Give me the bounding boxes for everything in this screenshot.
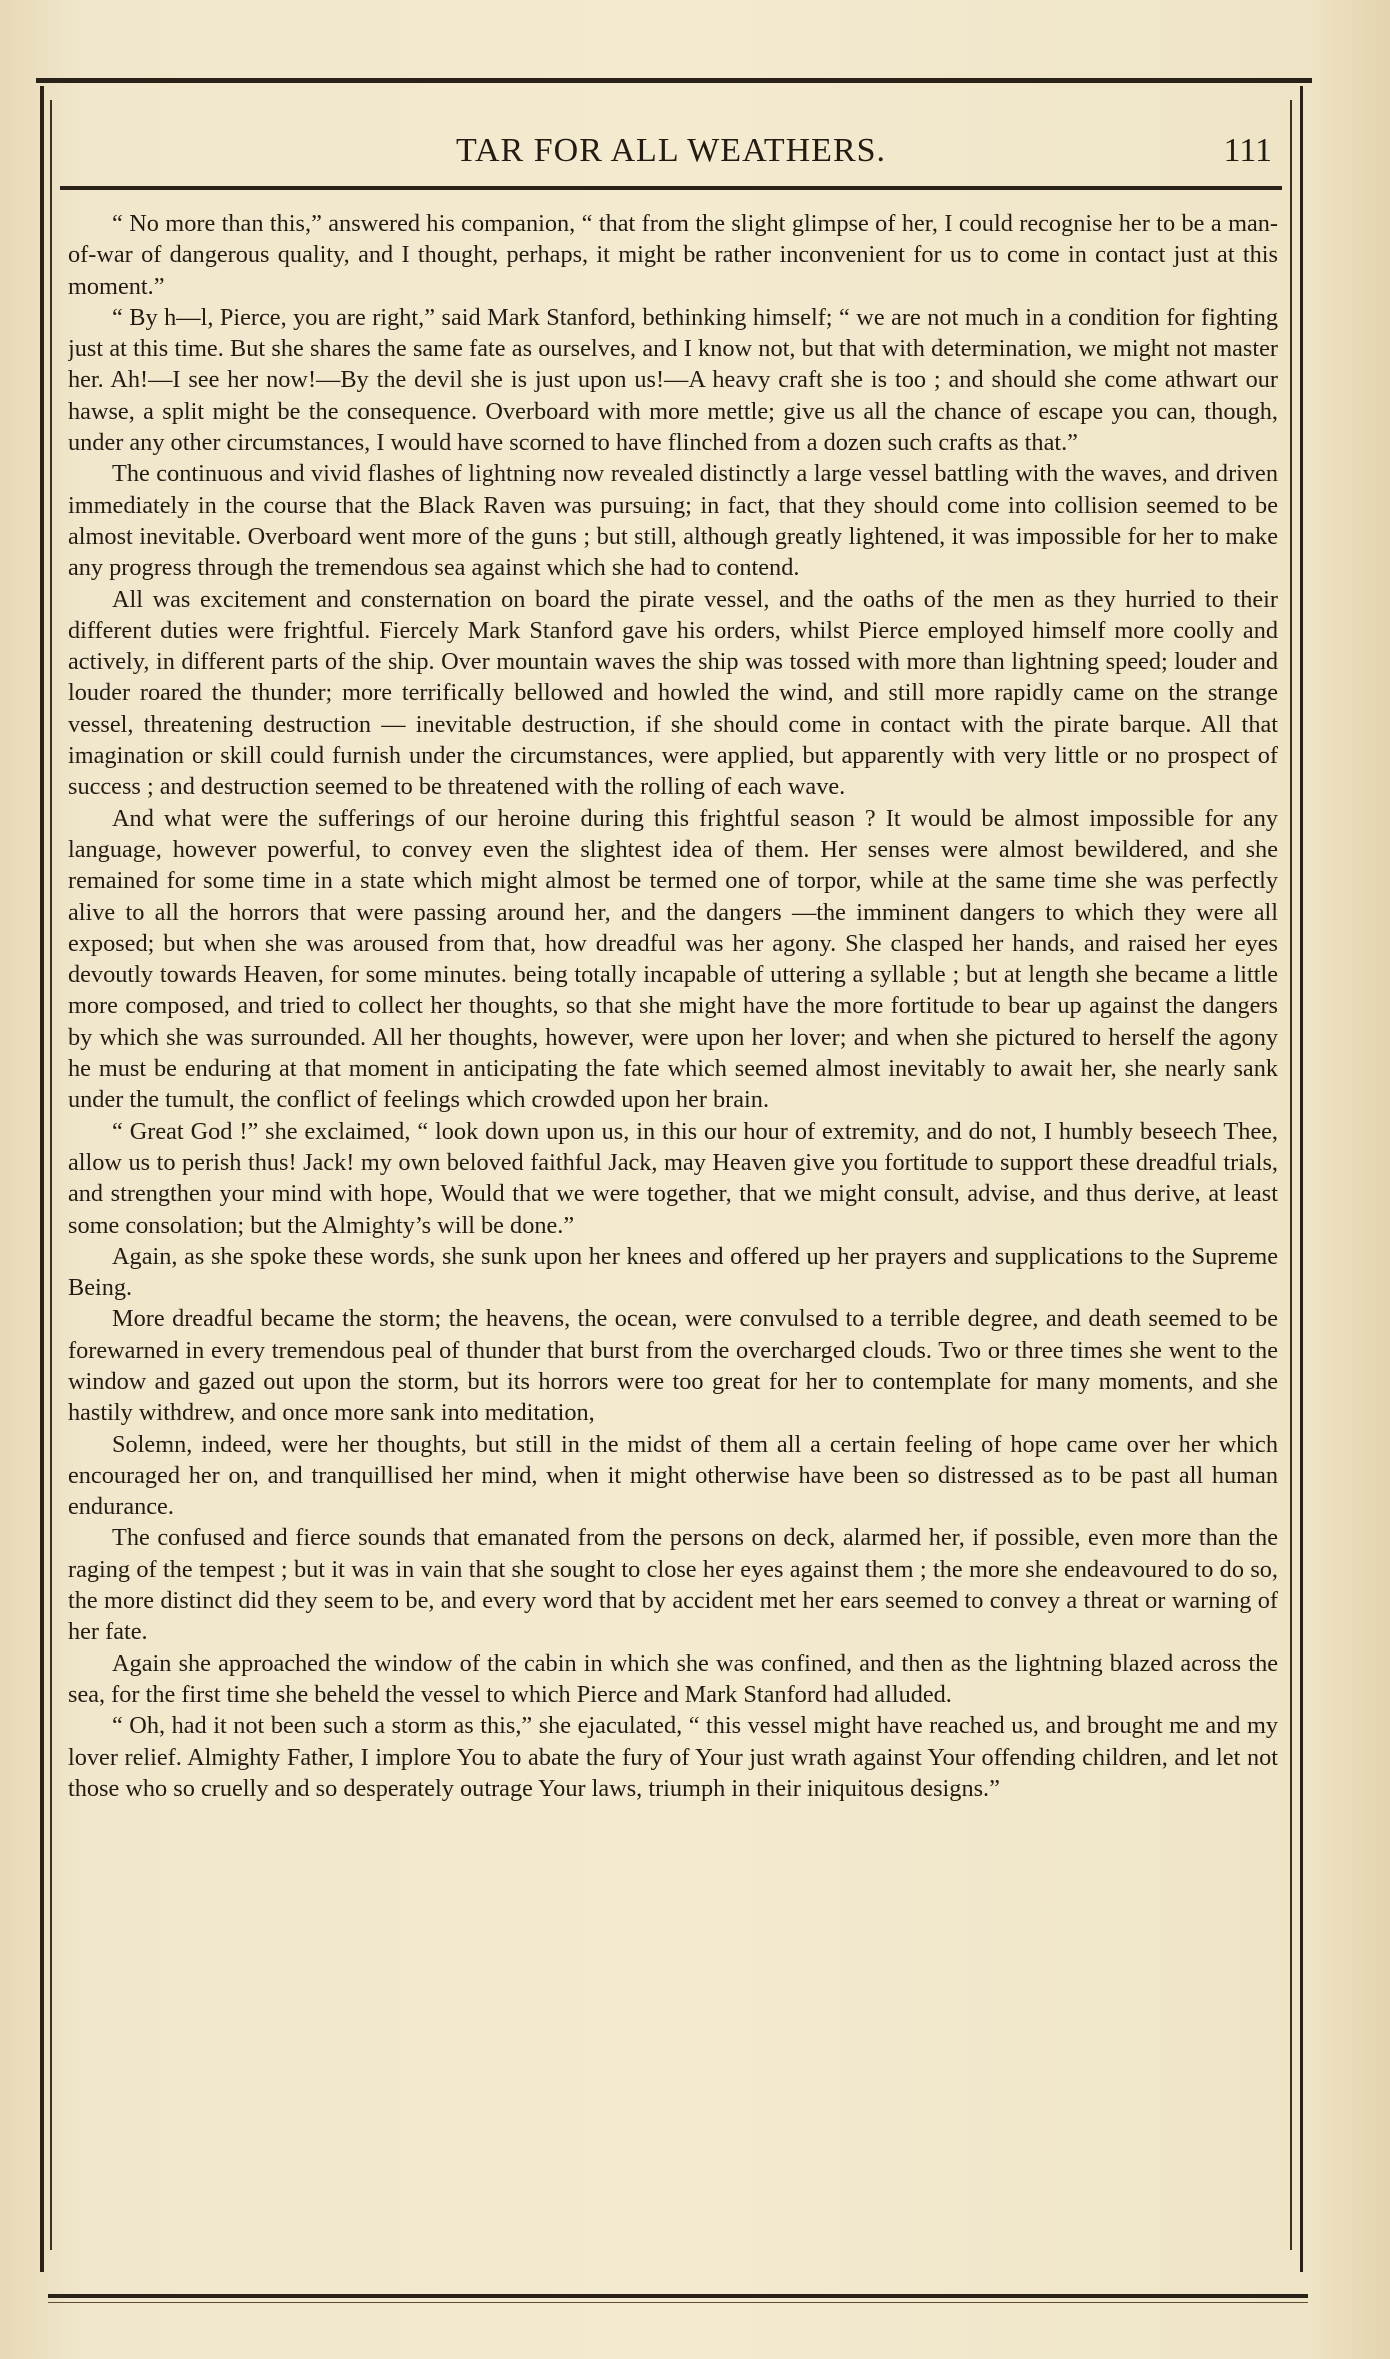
bottom-thin-rule <box>48 2302 1308 2303</box>
paragraph: “ Oh, had it not been such a storm as this,” she ejaculated, “ this vessel might have reached us, and brought me and my lover relief. Almighty Father, I implore You to abate the fury of Your just wrath against Your offending children, and let not those who so cruelly and so desperately outrage Your laws, triumph in their iniquitous designs.” <box>68 1712 1278 1802</box>
paragraph: Again she approached the window of the cabin in which she was confined, and then as the lightning blazed across the sea, for the first time she beheld the vessel to which Pierce and Mark Stanford had alluded. <box>68 1649 1278 1708</box>
paragraph: Solemn, indeed, were her thoughts, but still in the midst of them all a certain feeling of hope came over her which encouraged her on, and tranquillised her mind, when it might otherwise have been so distressed as to be past all human endurance. <box>68 1430 1278 1521</box>
page-number: 111 <box>1223 132 1272 169</box>
paragraph: “ No more than this,” answered his companion, “ that from the slight glimpse of her, I could recognise her to be a man-of-war of dangerous quality, and I thought, perhaps, it might be rather inconvenient for us to come in contact just at this moment.” <box>68 210 1278 300</box>
running-title: TAR FOR ALL WEATHERS. <box>455 132 887 169</box>
paragraph: “ Great God !” she exclaimed, “ look down upon us, in this our hour of extremity, and do not, I humbly beseech Thee, allow us to perish thus! Jack! my own beloved faithful Jack, may Heaven give you fortitude to support these dreadful trials, and strengthen your mind with hope, Would that we were together, that we might consult, advise, and thus derive, at least some consolation; but the Almighty’s will be done.” <box>68 1117 1278 1239</box>
body-text <box>68 208 1278 2248</box>
paragraph: More dreadful became the storm; the heavens, the ocean, were convulsed to a terrible degree, and death seemed to be forewarned in every tremendous peal of thunder that burst from the overcharged clouds. Two or three times she went to the window and gazed out upon the storm, but its horrors were too great for her to contemplate for many moments, and she hastily withdrew, and once more sank into meditation, <box>68 1305 1278 1427</box>
right-inner-border-rule <box>1290 100 1292 2250</box>
header-rule <box>60 186 1282 190</box>
paragraph: All was excitement and consternation on board the pirate vessel, and the oaths of the men as they hurried to their different duties were frightful. Fiercely Mark Stanford gave his orders, whilst Pierce employed himself more coolly and actively, in different parts of the ship. Over mountain waves the ship was tossed with more than lightning speed; louder and louder roared the thunder; more terrifically bellowed and howled the wind, and still more rapidly came on the strange vessel, threatening destruction — inevitable destruction, if she should come in contact with the pirate barque. All that imagination or skill could furnish under the circumstances, were applied, but apparently with very little or no prospect of success ; and destruction seemed to be threatened with the rolling of each wave. <box>68 585 1278 801</box>
right-border-rule <box>1300 86 1303 2272</box>
top-rule <box>36 78 1312 83</box>
running-header <box>60 128 1282 176</box>
left-border-rule <box>40 86 44 2272</box>
left-inner-border-rule <box>50 100 52 2250</box>
paragraph: “ By h—l, Pierce, you are right,” said Mark Stanford, bethinking himself; “ we are not much in a condition for fighting just at this time. But she shares the same fate as ourselves, and I know not, but that with determination, we might not master her. Ah!—I see her now!—By the devil she is just upon us!—A heavy craft she is too ; and should she come athwart our hawse, a split might be the consequence. Overboard with more mettle; give us all the chance of escape you can, though, under any other circumstances, I would have scorned to have flinched from a dozen such crafts as that.” <box>68 303 1278 457</box>
paragraph: The continuous and vivid flashes of lightning now revealed distinctly a large vessel battling with the waves, and driven immediately in the course that the Black Raven was pursuing; in fact, that they should come into collision seemed to be almost inevitable. Overboard went more of the guns ; but still, although greatly lightened, it was impossible for her to make any progress through the tremendous sea against which she had to contend. <box>68 460 1278 582</box>
paragraph: Again, as she spoke these words, she sunk upon her knees and offered up her prayers and supplications to the Supreme Being. <box>68 1242 1278 1302</box>
paragraph: And what were the sufferings of our heroine during this frightful season ? It would be almost impossible for any language, however powerful, to convey even the slightest idea of them. Her senses were almost bewildered, and she remained for some time in a state which might almost be termed one of torpor, while at the same time she was perfectly alive to all the horrors that were passing around her, and the dangers —the imminent dangers to which they were all exposed; but when she was aroused from that, how dreadful was her agony. She clasped her hands, and raised her eyes devoutly towards Heaven, for some minutes. being totally incapable of uttering a syllable ; but at length she became a little more composed, and tried to collect her thoughts, so that she might have the more fortitude to bear up against the dangers by which she was surrounded. All her thoughts, however, were upon her lover; and when she pictured to herself the agony he must be enduring at that moment in anticipating the fate which seemed almost inevitably to await her, she nearly sank under the tumult, the conflict of feelings which crowded upon her brain. <box>68 804 1278 1114</box>
paragraph: The confused and fierce sounds that emanated from the persons on deck, alarmed her, if possible, even more than the raging of the tempest ; but it was in vain that she sought to close her eyes against them ; the more she endeavoured to do so, the more distinct did they seem to be, and every word that by accident met her ears seemed to convey a threat or warning of her fate. <box>68 1524 1278 1646</box>
bottom-rule <box>48 2294 1308 2298</box>
